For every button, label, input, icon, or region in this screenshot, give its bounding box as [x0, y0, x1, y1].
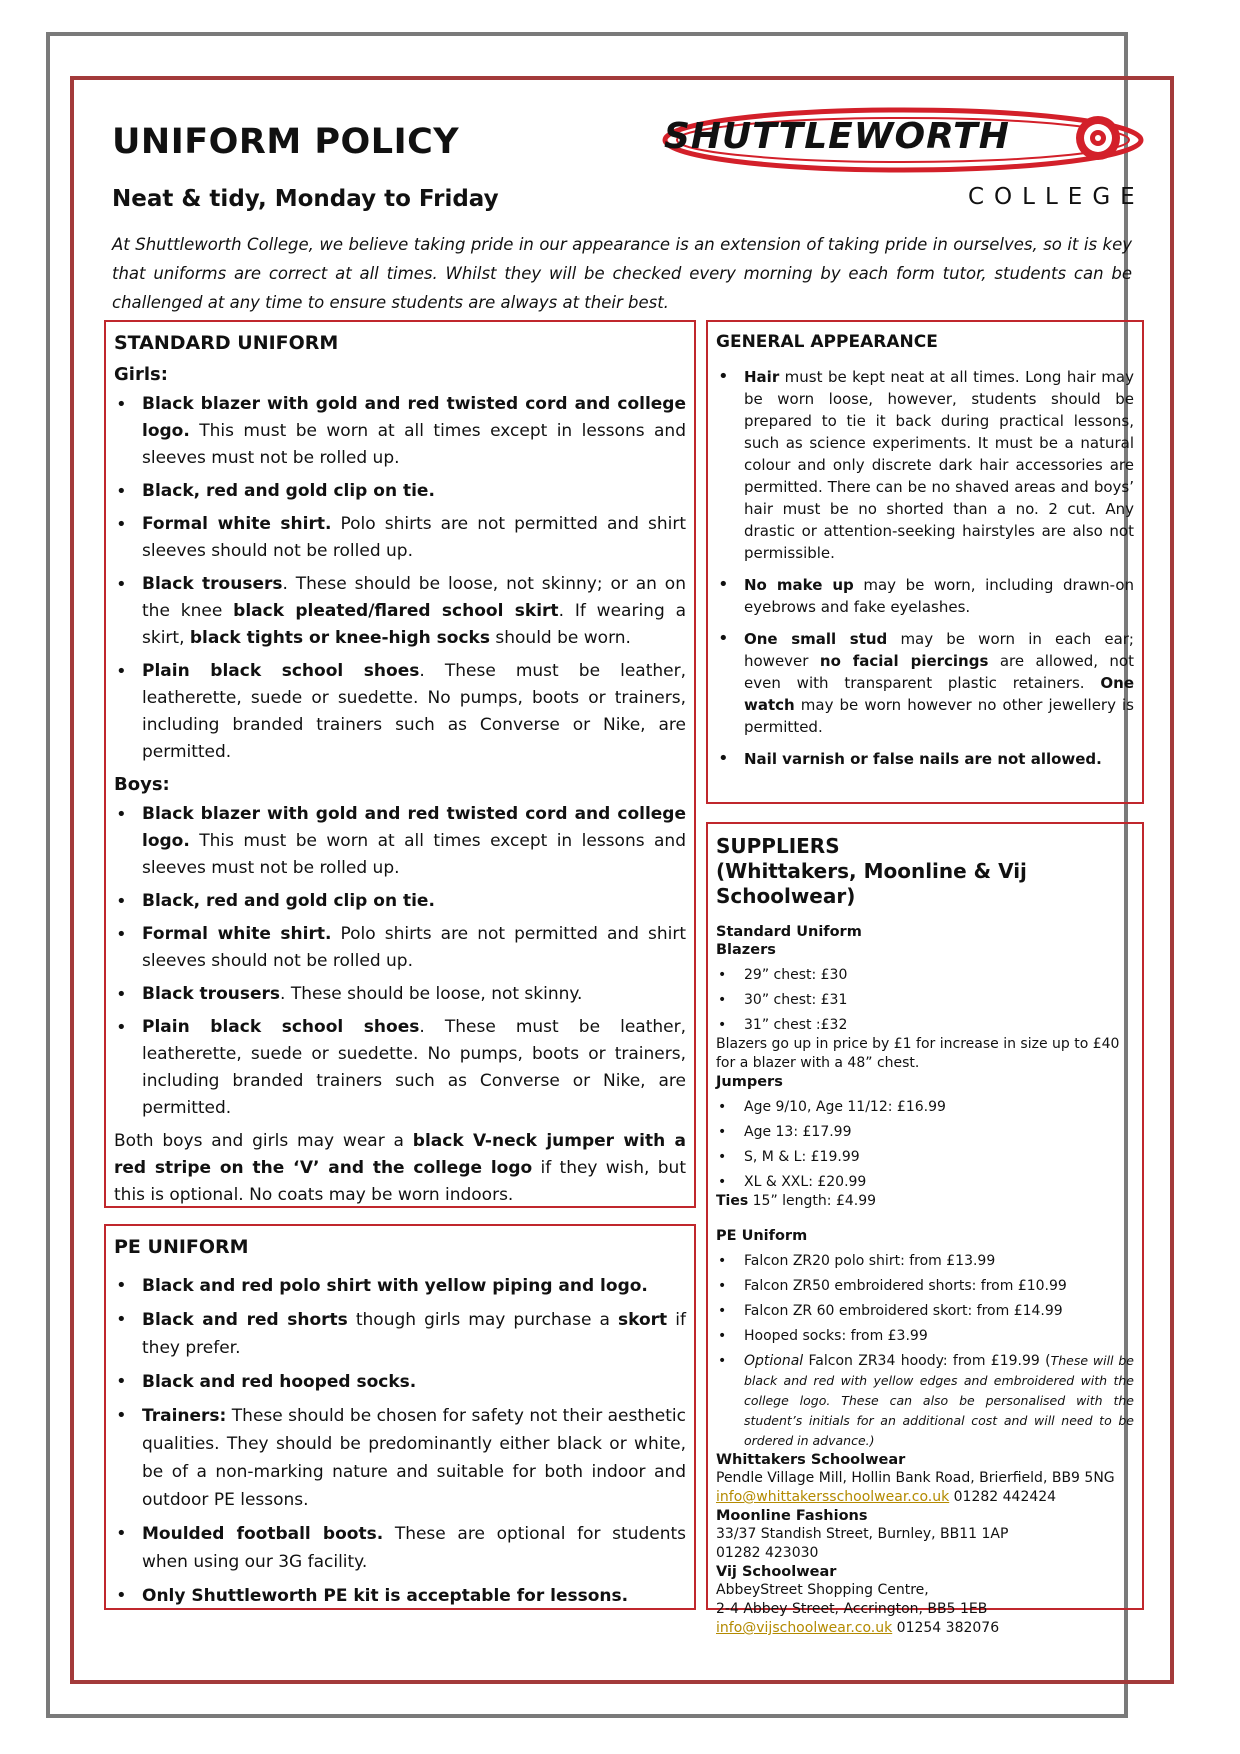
jumpers-label: Jumpers — [716, 1074, 783, 1090]
general-list — [716, 366, 1134, 770]
list-item: • Falcon ZR20 polo shirt: from £13.99 — [716, 1251, 1134, 1271]
whittakers-address: Pendle Village Mill, Hollin Bank Road, Brierfield, BB9 5NG — [716, 1470, 1115, 1486]
moonline-address: 33/37 Standish Street, Burnley, BB11 1AP — [716, 1526, 1009, 1542]
list-item: • Black and red hooped socks. — [114, 1368, 686, 1396]
list-item: • Nail varnish or false nails are not allowed. — [716, 748, 1134, 770]
list-item: • Falcon ZR50 embroidered shorts: from £10.99 — [716, 1276, 1134, 1296]
list-item: • Black, red and gold clip on tie. — [114, 478, 686, 505]
list-item: • 29” chest: £30 — [716, 965, 1134, 985]
vij-email-link[interactable]: info@vijschoolwear.co.uk — [716, 1620, 893, 1636]
ties-line: Ties 15” length: £4.99 — [716, 1193, 877, 1209]
list-item: • Black trousers. These should be loose, not skinny. — [114, 981, 686, 1008]
jumpers-list — [716, 1097, 1134, 1192]
blazers-label: Blazers — [716, 942, 776, 958]
list-item: • Black blazer with gold and red twisted cord and college logo. This must be worn at all times except in lessons and sleeves must not be rolled up. — [114, 801, 686, 882]
list-item: • Age 9/10, Age 11/12: £16.99 — [716, 1097, 1134, 1117]
list-item: • Formal white shirt. Polo shirts are not permitted and shirt sleeves should not be rolled up. — [114, 511, 686, 565]
boys-list — [114, 801, 686, 1122]
jumper-note: Both boys and girls may wear a black V-neck jumper with a red stripe on the ‘V’ and the college logo if they wish, but this is optional. No coats may be worn indoors. — [114, 1131, 686, 1205]
list-item: • Optional Falcon ZR34 hoody: from £19.99 (These will be black and red with yellow edges and embroidered with the college logo. These can also be personalised with the student’s initials for an additional cost and will need to be ordered in advance.) — [716, 1351, 1134, 1451]
standard-uniform-label: Standard Uniform — [716, 924, 862, 940]
list-item: • One small stud may be worn in each ear; however no facial piercings are allowed, not even with transparent plastic retainers. One watch may be worn however no other jewellery is permitted. — [716, 628, 1134, 738]
moonline-name: Moonline Fashions — [716, 1508, 868, 1524]
intro-paragraph: At Shuttleworth College, we believe taking pride in our appearance is an extension of taking pride in ourselves, so it is key that uniforms are correct at all times. Whilst they will be checked every morning by each form tutor, students can be challenged at any time to ensure students are always at their best. — [112, 235, 1132, 312]
pe-uniform-label: PE Uniform — [716, 1228, 808, 1244]
suppliers-section — [706, 822, 1144, 1636]
list-item: • Plain black school shoes. These must be leather, leatherette, suede or suedette. No pumps, boots or trainers, including branded trainers such as Converse or Nike, are permitted. — [114, 1014, 686, 1122]
blazers-list — [716, 965, 1134, 1035]
whittakers-name: Whittakers Schoolwear — [716, 1452, 906, 1468]
list-item: • Black trousers. These should be loose, not skinny; or an on the knee black pleated/flared school skirt. If wearing a skirt, black tights or knee-high socks should be worn. — [114, 571, 686, 652]
list-item: • Black, red and gold clip on tie. — [114, 888, 686, 915]
list-item: • Black blazer with gold and red twisted cord and college logo. This must be worn at all times except in lessons and sleeves must not be rolled up. — [114, 391, 686, 472]
list-item: • Only Shuttleworth PE kit is acceptable for lessons. — [114, 1582, 686, 1610]
logo-college-text: COLLEGE — [968, 184, 1145, 210]
list-item: • Hair must be kept neat at all times. Long hair may be worn loose, however, students should be prepared to tie it back during practical lessons, such as science experiments. It must be a natural colour and only discrete dark hair accessories are permitted. There can be no shaved areas and boys’ hair must be no shorted than a no. 2 cut. Any drastic or attention-seeking hairstyles are also not permissible. — [716, 366, 1134, 564]
suppliers-heading: SUPPLIERS (Whittakers, Moonline & Vij Schoolwear) — [716, 834, 1027, 908]
list-item: • Black and red shorts though girls may purchase a skort if they prefer. — [114, 1306, 686, 1362]
list-item: • XL & XXL: £20.99 — [716, 1172, 1134, 1192]
pe-prices-list — [716, 1251, 1134, 1451]
list-item: • Trainers: These should be chosen for safety not their aesthetic qualities. They should be predominantly either black or white, be of a non-marking nature and suitable for both indoor and outdoor PE lessons. — [114, 1402, 686, 1514]
list-item: • Plain black school shoes. These must be leather, leatherette, suede or suedette. No pumps, boots or trainers, including branded trainers such as Converse or Nike, are permitted. — [114, 658, 686, 766]
vij-address-2: 2-4 Abbey Street, Accrington, BB5 1EB — [716, 1601, 988, 1617]
list-item: • 30” chest: £31 — [716, 990, 1134, 1010]
page-title: UNIFORM POLICY — [112, 122, 460, 162]
page-subtitle: Neat & tidy, Monday to Friday — [112, 186, 499, 212]
pe-list — [114, 1272, 686, 1610]
logo-wordmark: SHUTTLEWORTH — [664, 116, 1010, 157]
whittakers-contact: info@whittakersschoolwear.co.uk 01282 442424 — [716, 1489, 1057, 1505]
vij-contact: info@vijschoolwear.co.uk 01254 382076 — [716, 1620, 1000, 1636]
list-item: • Formal white shirt. Polo shirts are not permitted and shirt sleeves should not be rolled up. — [114, 921, 686, 975]
list-item: • 31” chest :£32 — [716, 1015, 1134, 1035]
vij-name: Vij Schoolwear — [716, 1564, 837, 1580]
list-item: • No make up may be worn, including drawn-on eyebrows and fake eyelashes. — [716, 574, 1134, 618]
list-item: • S, M & L: £19.99 — [716, 1147, 1134, 1167]
girls-label: Girls: — [114, 364, 168, 385]
general-appearance-heading: GENERAL APPEARANCE — [716, 332, 938, 352]
list-item: • Hooped socks: from £3.99 — [716, 1326, 1134, 1346]
college-logo — [658, 104, 1158, 214]
list-item: • Black and red polo shirt with yellow piping and logo. — [114, 1272, 686, 1300]
whittakers-email-link[interactable]: info@whittakersschoolwear.co.uk — [716, 1489, 950, 1505]
list-item: • Falcon ZR 60 embroidered skort: from £14.99 — [716, 1301, 1134, 1321]
pe-uniform-section — [104, 1224, 696, 1610]
list-item: • Age 13: £17.99 — [716, 1122, 1134, 1142]
general-appearance-section — [706, 320, 1144, 804]
standard-uniform-section — [104, 320, 696, 1208]
blazer-note: Blazers go up in price by £1 for increase in size up to £40 for a blazer with a 48” chest. — [716, 1036, 1120, 1071]
moonline-phone: 01282 423030 — [716, 1545, 819, 1561]
standard-uniform-heading: STANDARD UNIFORM — [114, 332, 339, 354]
boys-label: Boys: — [114, 774, 170, 795]
list-item: • Moulded football boots. These are optional for students when using our 3G facility. — [114, 1520, 686, 1576]
vij-address-1: AbbeyStreet Shopping Centre, — [716, 1582, 929, 1598]
girls-list — [114, 391, 686, 766]
pe-uniform-heading: PE UNIFORM — [114, 1236, 249, 1258]
